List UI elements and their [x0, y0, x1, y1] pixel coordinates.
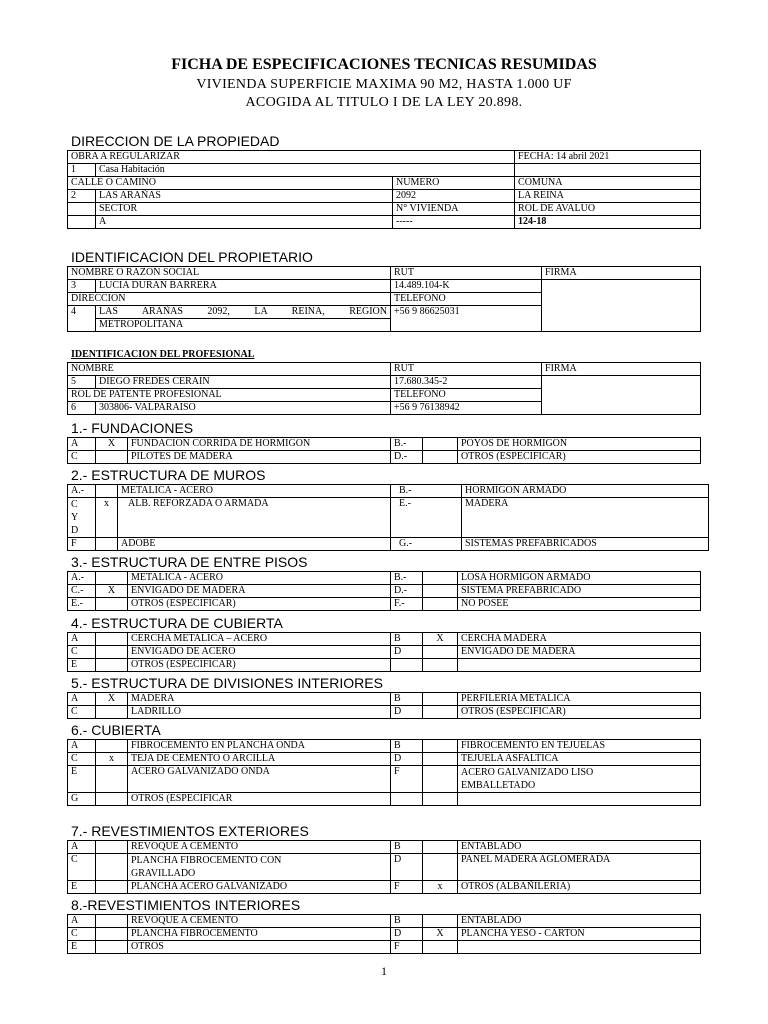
fecha-value: FECHA: 14 abril 2021 [515, 151, 701, 164]
table-row: C PLANCHA FIBROCEMENTO D X PLANCHA YESO - CARTON [68, 928, 701, 941]
document-title: FICHA DE ESPECIFICACIONES TECNICAS RESUMIDAS [171, 56, 597, 73]
checkbox-mark [423, 585, 458, 598]
firma-label: FIRMA [542, 267, 701, 280]
table-row: C.- X ENVIGADO DE MADERA D.- SISTEMA PREFABRICADO [68, 585, 701, 598]
checkbox-mark [96, 915, 128, 928]
firma-label: FIRMA [542, 363, 701, 376]
checkbox-mark [423, 740, 458, 753]
table-row: C PILOTES DE MADERA D.- OTROS (ESPECIFICAR) [68, 451, 701, 464]
table-row: F ADOBE G.- SISTEMAS PREFABRICADOS [68, 538, 709, 551]
document-subtitle-2: ACOGIDA AL TITULO I DE LA LEY 20.898. [245, 95, 523, 110]
checkbox-mark [96, 633, 128, 646]
checkbox-mark [423, 753, 458, 766]
table-row: A CERCHA METALICA – ACERO B X CERCHA MADERA [68, 633, 701, 646]
checkbox-mark [96, 928, 128, 941]
section-heading-muros: 2.- ESTRUCTURA DE MUROS [71, 467, 266, 483]
row-number: 3 [68, 280, 96, 293]
table-row: E.- OTROS (ESPECIFICAR) F.- NO POSEE [68, 598, 701, 611]
checkbox-mark [96, 485, 118, 498]
checkbox-mark [423, 659, 458, 672]
obra-label: OBRA A REGULARIZAR [68, 151, 515, 164]
checkbox-mark [96, 659, 128, 672]
comuna-label: COMUNA [515, 177, 701, 190]
divisiones-table [67, 692, 701, 719]
row-number: 5 [68, 376, 96, 389]
calle-label: CALLE O CAMINO [68, 177, 393, 190]
revestimientos-exteriores-table [67, 840, 701, 894]
table-row: E OTROS (ESPECIFICAR) [68, 659, 701, 672]
checkbox-mark [423, 915, 458, 928]
checkbox-mark [96, 598, 128, 611]
nombre-value: LUCIA DURAN BARRERA [96, 280, 391, 293]
checkbox-mark [96, 740, 128, 753]
sector-value: A [96, 216, 393, 229]
numero-label: NUMERO [393, 177, 515, 190]
table-row: A.- METALICA - ACERO B.- LOSA HORMIGON ARMADO [68, 572, 701, 585]
checkbox-mark [423, 941, 458, 954]
table-row: A REVOQUE A CEMENTO B ENTABLADO [68, 841, 701, 854]
checkbox-mark [423, 793, 458, 806]
rut-value: 17.680.345-2 [391, 376, 542, 389]
checkbox-mark [423, 766, 458, 793]
checkbox-mark: X [96, 438, 128, 451]
table-row: C LADRILLO D OTROS (ESPECIFICAR) [68, 706, 701, 719]
checkbox-mark [423, 438, 458, 451]
section-heading-direccion: DIRECCION DE LA PROPIEDAD [71, 133, 280, 149]
direccion-label: DIRECCION [68, 293, 391, 306]
telefono-value: +56 9 86625031 [391, 306, 542, 332]
calle-value: LAS ARAÑAS [96, 190, 393, 203]
telefono-label: TELEFONO [391, 389, 542, 402]
fundaciones-table [67, 437, 701, 464]
table-row: A FIBROCEMENTO EN PLANCHA ONDA B FIBROCEMENTO EN TEJUELAS [68, 740, 701, 753]
obra-value: Casa Habitación [96, 164, 515, 177]
checkbox-mark: X [423, 633, 458, 646]
patente-value: 303806- VALPARAISO [96, 402, 391, 415]
checkbox-mark: X [96, 693, 128, 706]
firma-box [542, 280, 701, 332]
section-heading-divisiones: 5.- ESTRUCTURA DE DIVISIONES INTERIORES [71, 675, 383, 691]
checkbox-mark [423, 706, 458, 719]
table-row: C PLANCHA FIBROCEMENTO CON GRAVILLADO D PANEL MADERA AGLOMERADA [68, 854, 701, 881]
checkbox-mark [96, 451, 128, 464]
rut-label: RUT [391, 267, 542, 280]
section-heading-entrepisos: 3.- ESTRUCTURA DE ENTRE PISOS [71, 554, 308, 570]
checkbox-mark [96, 572, 128, 585]
checkbox-mark [96, 941, 128, 954]
telefono-label: TELEFONO [391, 293, 542, 306]
section-heading-estructura-cubierta: 4.- ESTRUCTURA DE CUBIERTA [71, 615, 283, 631]
checkbox-mark: X [96, 585, 128, 598]
rut-label: RUT [391, 363, 542, 376]
telefono-value: +56 9 76138942 [391, 402, 542, 415]
row-number: 6 [68, 402, 96, 415]
checkbox-mark [423, 451, 458, 464]
direccion-value-line2: METROPOLITANA [96, 319, 391, 332]
section-heading-fundaciones: 1.- FUNDACIONES [71, 420, 194, 436]
entrepisos-table [67, 571, 701, 611]
checkbox-mark [96, 881, 128, 894]
patente-label: ROL DE PATENTE PROFESIONAL [68, 389, 391, 402]
nombre-label: NOMBRE O RAZON SOCIAL [68, 267, 391, 280]
checkbox-mark [96, 793, 128, 806]
section-heading-revestimientos-exteriores: 7.- REVESTIMIENTOS EXTERIORES [71, 823, 309, 839]
row-number: 4 [68, 306, 96, 332]
cubierta-table [67, 739, 701, 806]
direccion-value-line1: LAS ARAÑAS 2092, LA REINA, REGION [96, 306, 391, 319]
estructura-cubierta-table [67, 632, 701, 672]
checkbox-mark [96, 538, 118, 551]
table-row: C ENVIGADO DE ACERO D ENVIGADO DE MADERA [68, 646, 701, 659]
propietario-table [67, 266, 701, 332]
checkbox-mark [423, 598, 458, 611]
checkbox-mark [423, 572, 458, 585]
firma-box [542, 376, 701, 415]
checkbox-mark [96, 706, 128, 719]
rol-value: 124-18 [515, 216, 701, 229]
direccion-table [67, 150, 701, 229]
checkbox-mark: X [423, 928, 458, 941]
profesional-table [67, 362, 701, 415]
checkbox-mark [96, 766, 128, 793]
row-number: 2 [68, 190, 96, 203]
revestimientos-interiores-table [67, 914, 701, 954]
checkbox-mark: x [96, 498, 118, 538]
rol-label: ROL DE AVALUO [515, 203, 701, 216]
row-number: 1 [68, 164, 96, 177]
checkbox-mark [423, 841, 458, 854]
table-row: C Y D x ALB. REFORZADA O ARMADA E.- MADERA [68, 498, 709, 538]
checkbox-mark [96, 646, 128, 659]
numero-value: 2092 [393, 190, 515, 203]
section-heading-profesional: IDENTIFICACION DEL PROFESIONAL [71, 349, 255, 360]
nvivienda-value: ----- [393, 216, 515, 229]
nvivienda-label: N° VIVIENDA [393, 203, 515, 216]
checkbox-mark [423, 646, 458, 659]
table-row: G OTROS (ESPECIFICAR [68, 793, 701, 806]
table-row: A X MADERA B PERFILERIA METALICA [68, 693, 701, 706]
sector-label: SECTOR [96, 203, 393, 216]
comuna-value: LA REINA [515, 190, 701, 203]
nombre-label: NOMBRE [68, 363, 391, 376]
checkbox-mark: x [96, 753, 128, 766]
checkbox-mark [423, 854, 458, 881]
page-number: 1 [381, 964, 387, 978]
checkbox-mark [423, 693, 458, 706]
table-row: A REVOQUE A CEMENTO B ENTABLADO [68, 915, 701, 928]
table-row: A.- METALICA - ACERO B.- HORMIGON ARMADO [68, 485, 709, 498]
checkbox-mark: x [423, 881, 458, 894]
muros-table [67, 484, 709, 551]
section-heading-propietario: IDENTIFICACION DEL PROPIETARIO [71, 249, 313, 265]
rut-value: 14.489.104-K [391, 280, 542, 293]
section-heading-cubierta: 6.- CUBIERTA [71, 722, 161, 738]
section-heading-revestimientos-interiores: 8.-REVESTIMIENTOS INTERIORES [71, 897, 301, 913]
checkbox-mark [96, 854, 128, 881]
checkbox-mark [96, 841, 128, 854]
table-row: E PLANCHA ACERO GALVANIZADO F x OTROS (ALBAÑILERIA) [68, 881, 701, 894]
document-subtitle-1: VIVIENDA SUPERFICIE MAXIMA 90 M2, HASTA 1.000 UF [196, 77, 572, 92]
table-row: C x TEJA DE CEMENTO O ARCILLA D TEJUELA ASFALTICA [68, 753, 701, 766]
nombre-value: DIEGO FREDES CERAIN [96, 376, 391, 389]
table-row: E OTROS F [68, 941, 701, 954]
table-row: E ACERO GALVANIZADO ONDA F ACERO GALVANIZADO LISO EMBALLETADO [68, 766, 701, 793]
table-row: A X FUNDACION CORRIDA DE HORMIGON B.- POYOS DE HORMIGON [68, 438, 701, 451]
